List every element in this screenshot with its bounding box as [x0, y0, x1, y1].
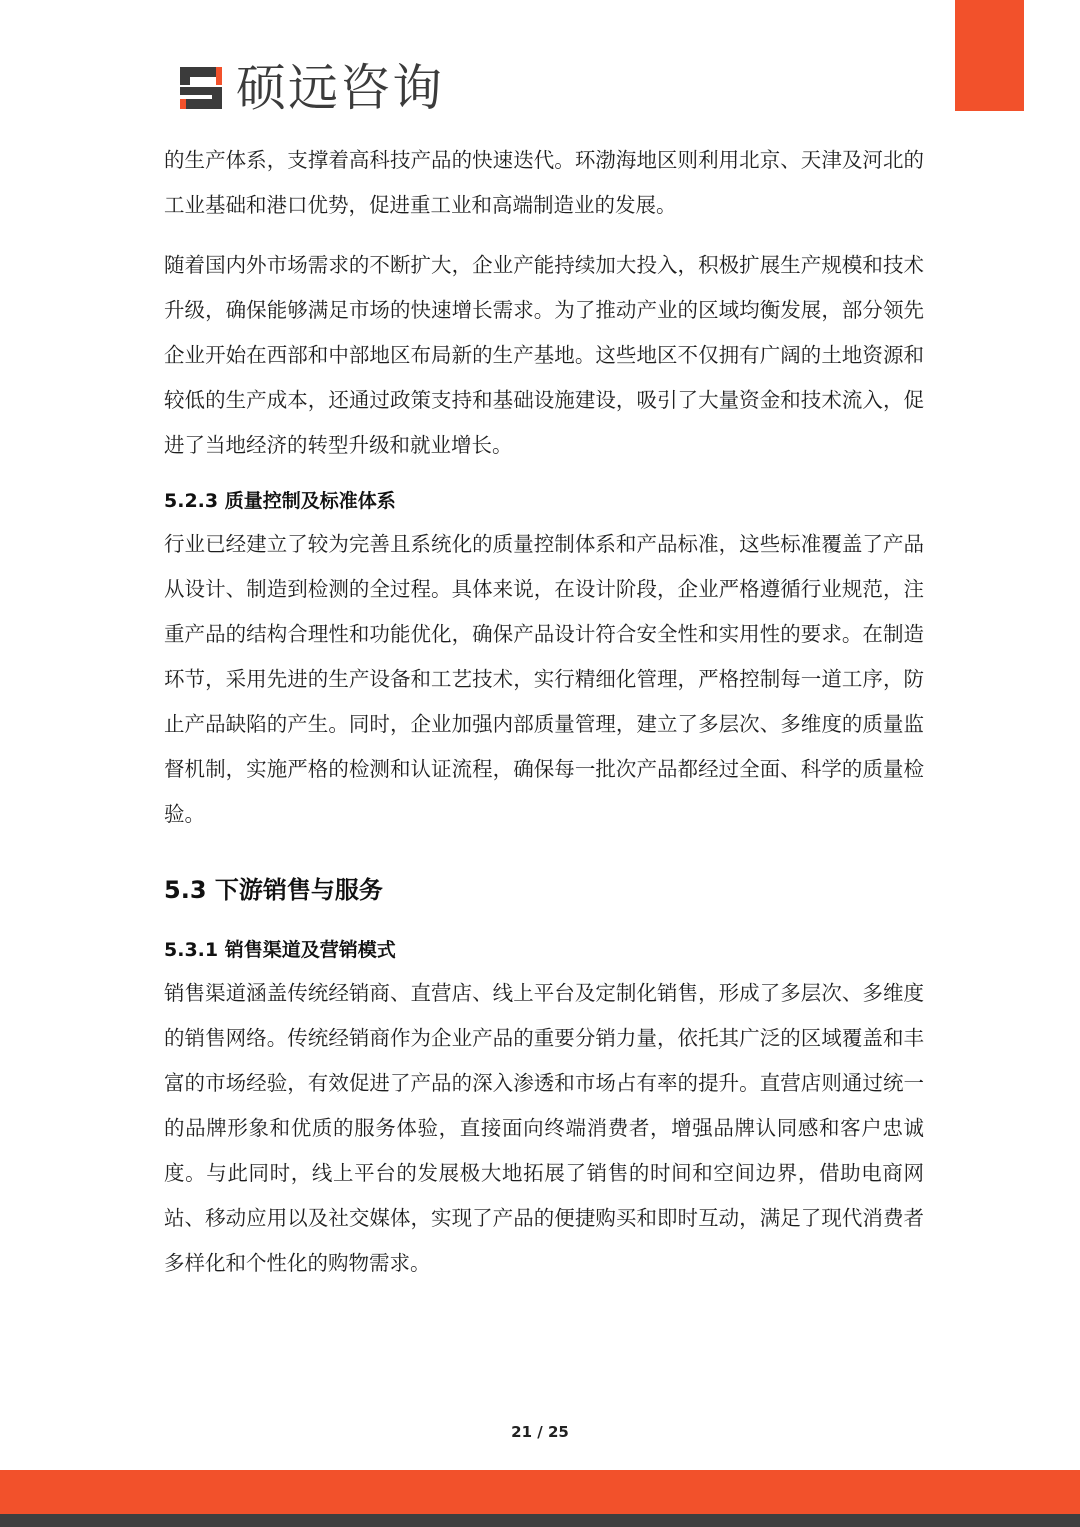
paragraph-intro-2: 随着国内外市场需求的不断扩大，企业产能持续加大投入，积极扩展生产规模和技术升级，确保能够满足市场的快速增长需求。为了推动产业的区域均衡发展，部分领先企业开始在西部和中部地区布局新的生产基地。这些地区不仅拥有广阔的土地资源和较低的生产成本，还通过政策支持和基础设施建设，吸引了大量资金和技术流入，促进了当地经济的转型升级和就业增长。 — [164, 253, 924, 457]
paragraph-quality-control: 行业已经建立了较为完善且系统化的质量控制体系和产品标准，这些标准覆盖了产品从设计、制造到检测的全过程。具体来说，在设计阶段，企业严格遵循行业规范，注重产品的结构合理性和功能优化，确保产品设计符合安全性和实用性的要求。在制造环节，采用先进的生产设备和工艺技术，实行精细化管理，严格控制每一道工序，防止产品缺陷的产生。同时，企业加强内部质量管理，建立了多层次、多维度的质量监督机制，实施严格的检测和认证流程，确保每一批次产品都经过全面、科学的质量检验。 — [164, 532, 924, 826]
footer-accent-bar — [0, 1470, 1080, 1514]
heading-5-2-3: 5.2.3 质量控制及标准体系 — [164, 490, 396, 512]
brand-logo — [176, 60, 444, 116]
paragraph-sales-channels: 销售渠道涵盖传统经销商、直营店、线上平台及定制化销售，形成了多层次、多维度的销售网络。传统经销商作为企业产品的重要分销力量，依托其广泛的区域覆盖和丰富的市场经验，有效促进了产品的深入渗透和市场占有率的提升。直营店则通过统一的品牌形象和优质的服务体验，直接面向终端消费者，增强品牌认同感和客户忠诚度。与此同时，线上平台的发展极大地拓展了销售的时间和空间边界，借助电商网站、移动应用以及社交媒体，实现了产品的便捷购买和即时互动，满足了现代消费者多样化和个性化的购物需求。 — [164, 981, 924, 1275]
top-accent-bar — [955, 0, 1024, 111]
heading-5-3: 5.3 下游销售与服务 — [164, 876, 383, 904]
brand-mark-icon — [176, 63, 226, 113]
footer-dark-bar — [0, 1514, 1080, 1527]
paragraph-intro-1: 的生产体系，支撑着高科技产品的快速迭代。环渤海地区则利用北京、天津及河北的工业基础和港口优势，促进重工业和高端制造业的发展。 — [164, 148, 924, 217]
document-body — [164, 138, 924, 1286]
page-number: 21 / 25 — [511, 1423, 569, 1441]
brand-name: 硕远咨询 — [236, 59, 444, 117]
heading-5-3-1: 5.3.1 销售渠道及营销模式 — [164, 939, 396, 961]
